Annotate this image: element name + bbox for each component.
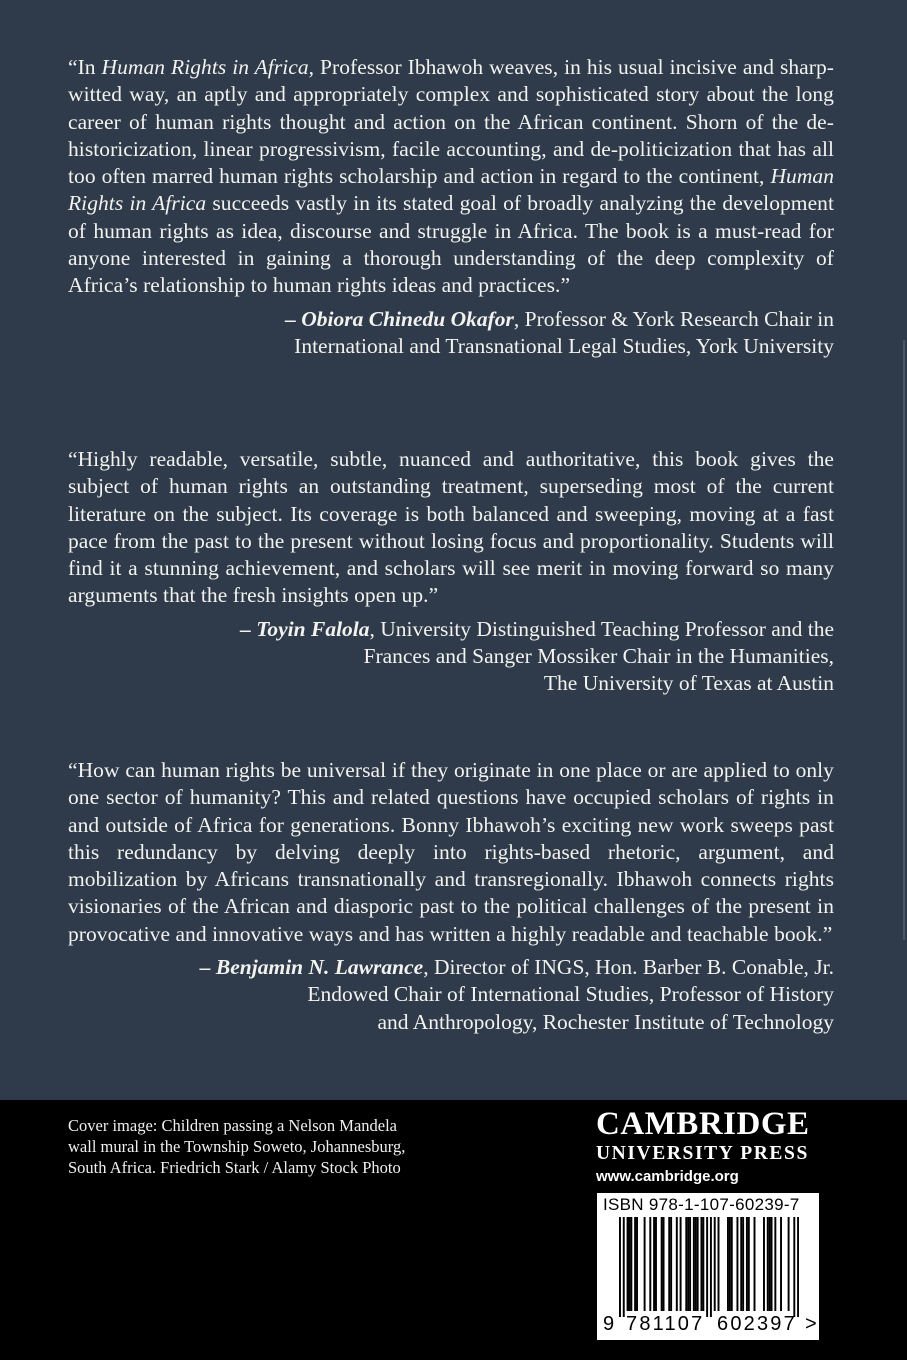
barcode-bar	[797, 1217, 799, 1317]
barcode-bar	[771, 1217, 773, 1311]
barcode-bar	[767, 1217, 769, 1311]
endorser-name: Toyin Falola	[256, 616, 370, 641]
barcode-bar	[748, 1217, 750, 1311]
publisher-url: www.cambridge.org	[596, 1168, 739, 1185]
barcode-arrow: >	[805, 1313, 817, 1335]
endorser-title-line: Professor & York Research Chair in	[524, 306, 834, 331]
endorsement-3-attribution: – Benjamin N. Lawrance, Director of INGS, Hon. Barber B. Conable, Jr. Endowed Chair of International Studies, Professor of History and Anthropology, Rochester Institute of Technology	[199, 955, 834, 1034]
endorser-dash: –	[285, 306, 302, 331]
barcode-bar	[731, 1217, 733, 1311]
publisher-name: CAMBRIDGE	[596, 1106, 810, 1142]
barcode-bar	[700, 1217, 702, 1311]
barcode-bar	[754, 1217, 756, 1311]
publisher-subtitle: UNIVERSITY PRESS	[596, 1143, 809, 1164]
endorser-title-line: International and Transnational Legal Studies, York University	[294, 333, 834, 358]
endorser-title-line: Director of INGS, Hon. Barber B. Conable, Jr.	[433, 955, 834, 980]
barcode-bar	[706, 1217, 708, 1317]
barcode-bar	[661, 1217, 663, 1311]
barcode-left-digits: 781107	[626, 1313, 705, 1335]
cover-image-credit	[68, 1115, 468, 1178]
publisher-logo	[596, 1106, 836, 1185]
endorser-title-line: and Anthropology, Rochester Institute of Technology	[377, 1009, 834, 1034]
barcode-bar	[685, 1217, 687, 1311]
barcode-bar	[623, 1217, 625, 1317]
barcode-bar	[774, 1217, 776, 1311]
barcode-bar	[687, 1217, 689, 1311]
endorsement-2-attribution: – Toyin Falola, University Distinguished Teaching Professor and the Frances and Sanger Mossiker Chair in the Humanities, The University of Texas at Austin	[240, 616, 834, 696]
barcode-bar	[763, 1217, 765, 1311]
barcode-bar	[742, 1217, 744, 1311]
endorser-title-line: The University of Texas at Austin	[543, 671, 834, 696]
credit-line: wall mural in the Township Soweto, Johannesburg,	[68, 1137, 406, 1156]
barcode-bar	[680, 1217, 682, 1311]
barcode-bar	[649, 1217, 651, 1311]
barcode-bar	[619, 1217, 621, 1317]
barcode-bar	[676, 1217, 678, 1311]
endorsement-1-text: “In Human Rights in Africa, Professor Ibhawoh weaves, in his usual incisive and sharp-witted way, an aptly and appropriately complex and sophisticated story about the long career of human rights thought and action on the African continent. Shorn of the de-historicization, linear progressivism, facile accounting, and de-politicization that has all too often marred human rights scholarship and action in regard to the continent, Human Rights in Africa succeeds vastly in its stated goal of broadly analyzing the development of human rights as idea, discourse and struggle in Africa. The book is a must-read for anyone interested in gaining a thorough understanding of the deep complexity of Africa’s relationship to human rights ideas and practices.”	[68, 55, 834, 298]
barcode-right-digits: 602397	[717, 1313, 797, 1335]
barcode-bar	[627, 1217, 629, 1311]
barcode-bar	[628, 1217, 630, 1311]
endorsement-1	[68, 54, 834, 360]
barcode-bar	[670, 1217, 672, 1311]
endorsement-3	[68, 757, 834, 1036]
isbn-label: ISBN 978-1-107-60239-7	[603, 1195, 800, 1214]
endorser-name: Benjamin N. Lawrance	[215, 955, 424, 980]
barcode-bar	[655, 1217, 657, 1311]
endorser-dash: –	[240, 616, 257, 641]
barcode-bar	[793, 1217, 795, 1317]
barcode-bar	[780, 1217, 782, 1311]
barcode	[619, 1217, 799, 1317]
barcode-bar	[710, 1217, 712, 1317]
barcode-bar	[636, 1217, 638, 1311]
barcode-bar	[740, 1217, 742, 1311]
endorsement-2-text: “Highly readable, versatile, subtle, nuanced and authoritative, this book gives the subject of human rights an outstanding treatment, superseding most of the current literature on the subject. Its coverage is both balanced and sweeping, moving at a fast pace from the past to the present without losing focus and proportionality. Students will find it a stunning achievement, and scholars will see merit in moving forward so many arguments that the fresh insights open up.”	[68, 447, 834, 608]
barcode-bar	[697, 1217, 699, 1311]
barcode-bar	[746, 1217, 748, 1311]
barcode-bar	[718, 1217, 720, 1311]
barcode-bar	[630, 1217, 632, 1311]
barcode-bar	[714, 1217, 716, 1311]
barcode-bar	[668, 1217, 670, 1311]
barcode-bar	[644, 1217, 646, 1311]
endorser-title-line: Frances and Sanger Mossiker Chair in the Humanities,	[363, 644, 834, 669]
endorser-title-line: University Distinguished Teaching Professor and the	[380, 616, 834, 641]
endorsement-1-attribution: – Obiora Chinedu Okafor, Professor & York Research Chair in International and Transnational Legal Studies, York University	[285, 306, 834, 358]
barcode-first-digit: 9	[603, 1313, 615, 1335]
endorser-title-line: Endowed Chair of International Studies, Professor of History	[307, 982, 834, 1007]
barcode-bar	[788, 1217, 790, 1311]
barcode-bar	[769, 1217, 771, 1311]
endorser-dash: –	[199, 955, 216, 980]
barcode-bar	[729, 1217, 731, 1311]
barcode-bar	[663, 1217, 665, 1311]
endorser-name: Obiora Chinedu Okafor	[301, 306, 514, 331]
barcode-bar	[689, 1217, 691, 1311]
endorsement-3-text: “How can human rights be universal if they originate in one place or are applied to only one sector of humanity? This and related questions have occupied scholars of rights in and outside of Africa for generations. Bonny Ibhawoh’s exciting new work sweeps past this redundancy by delving deeply into rights-based rhetoric, argument, and mobilization by Africans transnationally and transregionally. Ibhawoh connects rights visionaries of the African and diasporic past to the political challenges of the present in provocative and innovative ways and has written a highly readable and teachable book.”	[68, 758, 834, 946]
credit-line: Cover image: Children passing a Nelson Mandela	[68, 1116, 398, 1135]
barcode-bar	[727, 1217, 729, 1311]
barcode-bar	[653, 1217, 655, 1311]
isbn-barcode-box	[597, 1193, 819, 1340]
barcode-bar	[695, 1217, 697, 1311]
credit-line: South Africa. Friedrich Stark / Alamy Stock Photo	[68, 1158, 401, 1177]
barcode-bar	[736, 1217, 738, 1311]
endorsement-2	[68, 446, 834, 698]
barcode-bar	[702, 1217, 704, 1311]
edge-mark	[903, 340, 905, 940]
barcode-bar	[634, 1217, 636, 1311]
barcode-bar	[693, 1217, 695, 1311]
